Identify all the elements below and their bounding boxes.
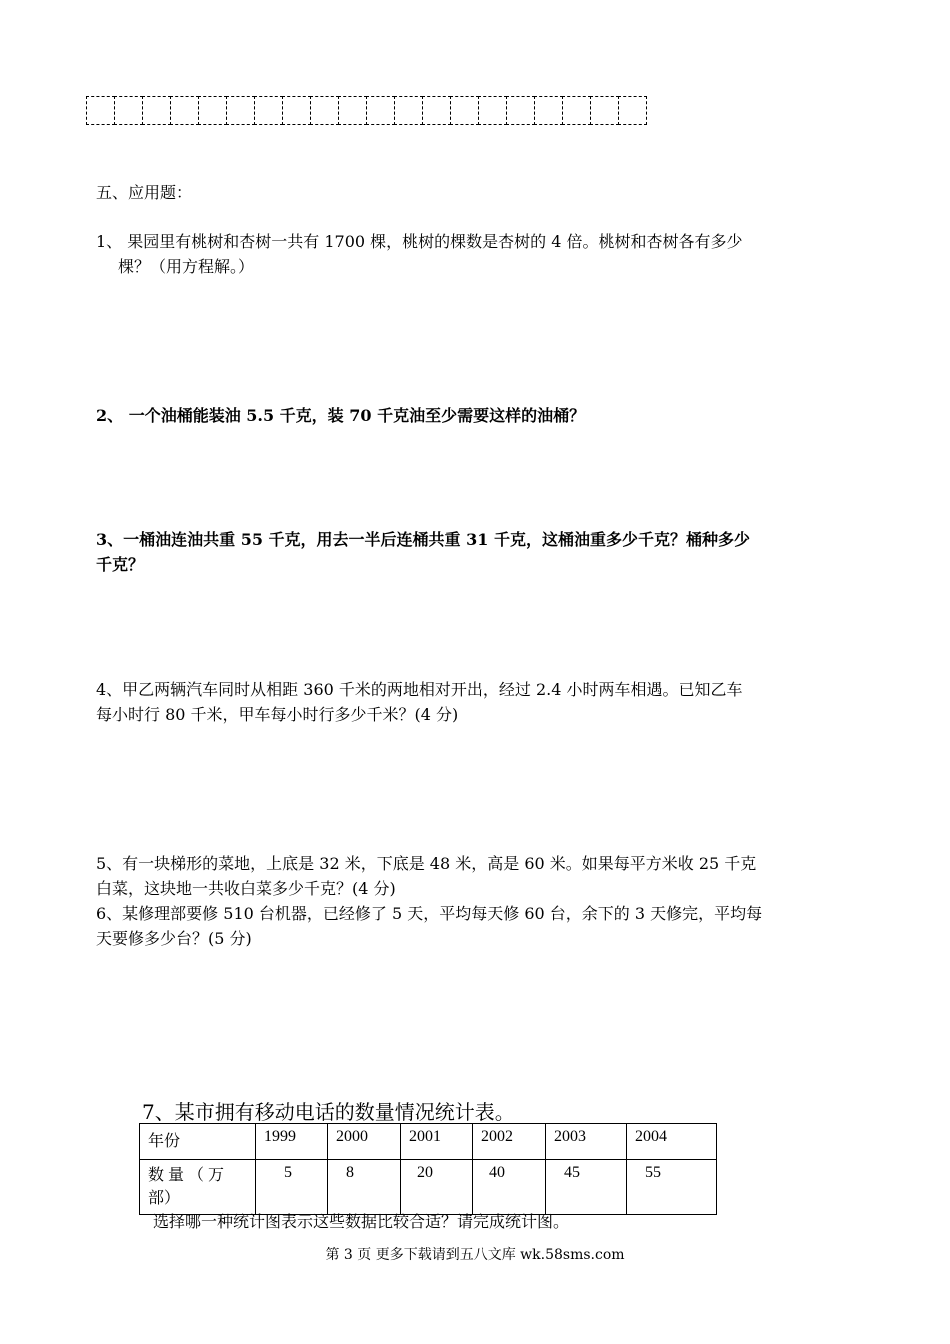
page-footer: 第 3 页 更多下载请到五八文库 wk.58sms.com — [325, 1247, 625, 1263]
table-cell-year: 2001 — [401, 1124, 473, 1160]
question-4-line-1: 4、甲乙两辆汽车同时从相距 360 千米的两地相对开出，经过 2.4 小时两车相遇。已知乙车 — [96, 680, 743, 699]
table-cell-value: 5 — [256, 1160, 328, 1215]
grid-cell — [618, 96, 647, 125]
grid-cell — [254, 96, 283, 125]
question-5 — [96, 851, 862, 901]
grid-cell — [310, 96, 339, 125]
table-cell-value: 8 — [328, 1160, 401, 1215]
section-title: 五、应用题： — [96, 183, 193, 202]
grid-cell — [478, 96, 507, 125]
grid-cell — [394, 96, 423, 125]
question-3 — [96, 527, 862, 577]
question-1-line-1: 1、 果园里有桃树和杏树一共有 1700 棵，桃树的棵数是杏树的 4 倍。桃树和杏树各有多少 — [96, 232, 743, 251]
question-1-line-2: 棵？（用方程解。） — [118, 257, 255, 276]
phone-stats-table — [139, 1123, 717, 1215]
grid-cell — [506, 96, 535, 125]
grid-cell — [590, 96, 619, 125]
question-4 — [96, 677, 862, 727]
grid-cell — [422, 96, 451, 125]
table-cell-value: 20 — [401, 1160, 473, 1215]
question-7-prompt: 选择哪一种统计图表示这些数据比较合适？请完成统计图。 — [153, 1212, 570, 1231]
table-cell-year: 2003 — [546, 1124, 627, 1160]
question-6-line-1: 6、某修理部要修 510 台机器，已经修了 5 天，平均每天修 60 台，余下的 3 天修完，平均每 — [96, 904, 763, 923]
table-row-years — [140, 1124, 717, 1160]
answer-grid — [86, 96, 646, 125]
grid-cell — [86, 96, 115, 125]
question-1 — [96, 229, 862, 279]
question-4-line-2: 每小时行 80 千米，甲车每小时行多少千米？(4 分) — [96, 705, 459, 724]
grid-cell — [114, 96, 143, 125]
question-5-line-1: 5、有一块梯形的菜地，上底是 32 米，下底是 48 米，高是 60 米。如果每平方米收 25 千克 — [96, 854, 757, 873]
grid-cell — [198, 96, 227, 125]
grid-cell — [562, 96, 591, 125]
grid-cell — [142, 96, 171, 125]
table-header-quantity: 数 量 （ 万 部） — [140, 1160, 256, 1215]
question-2 — [96, 403, 862, 428]
question-6 — [96, 901, 862, 951]
table-row-values — [140, 1160, 717, 1215]
table-cell-value: 40 — [473, 1160, 546, 1215]
question-7-title: 7、某市拥有移动电话的数量情况统计表。 — [142, 1100, 515, 1124]
question-3-line-1: 3、一桶油连油共重 55 千克，用去一半后连桶共重 31 千克，这桶油重多少千克？桶种多少 — [96, 530, 750, 549]
grid-cell — [534, 96, 563, 125]
question-2-line-1: 2、 一个油桶能装油 5.5 千克，装 70 千克油至少需要这样的油桶？ — [96, 406, 586, 425]
table-cell-year: 2000 — [328, 1124, 401, 1160]
grid-cell — [282, 96, 311, 125]
grid-cell — [366, 96, 395, 125]
table-cell-year: 2004 — [627, 1124, 717, 1160]
table-cell-year: 1999 — [256, 1124, 328, 1160]
table-header-year: 年份 — [140, 1124, 256, 1160]
table-cell-year: 2002 — [473, 1124, 546, 1160]
table-cell-value: 55 — [627, 1160, 717, 1215]
table-cell-value: 45 — [546, 1160, 627, 1215]
grid-cell — [338, 96, 367, 125]
grid-cell — [450, 96, 479, 125]
question-5-line-2: 白菜，这块地一共收白菜多少千克？(4 分) — [96, 879, 396, 898]
question-3-line-2: 千克？ — [96, 555, 145, 574]
question-6-line-2: 天要修多少台？(5 分) — [96, 929, 252, 948]
grid-cell — [226, 96, 255, 125]
grid-cell — [170, 96, 199, 125]
